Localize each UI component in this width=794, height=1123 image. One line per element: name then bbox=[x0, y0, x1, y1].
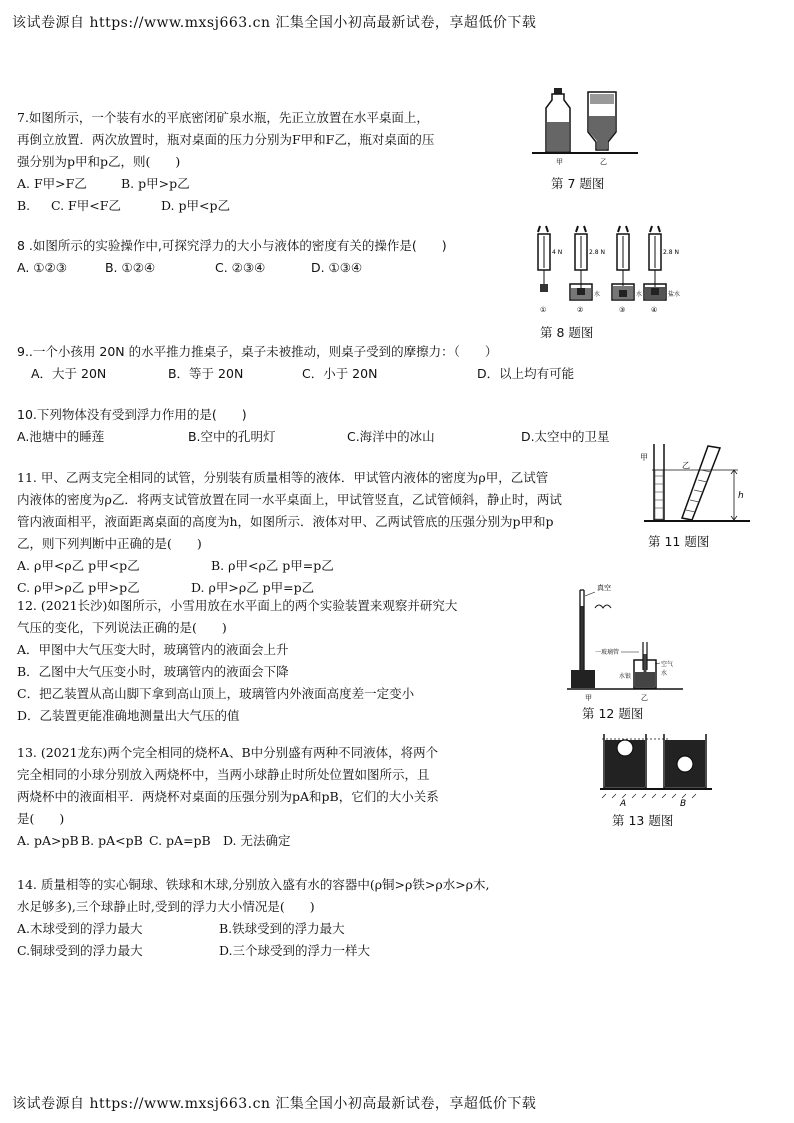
q7-option-b[interactable]: B. p甲>p乙 bbox=[120, 176, 190, 191]
question-13 bbox=[17, 742, 439, 852]
q11-stem-line1: 11. 甲、乙两支完全相同的试管，分别装有质量相等的液体．甲试管内液体的密度为ρ甲，乙试管 bbox=[17, 470, 549, 485]
page-footer: 该试卷源自 https://www.mxsj663.cn 汇集全国小初高最新试卷，享超低价下载 bbox=[12, 1096, 537, 1112]
spring-scale-4 bbox=[644, 226, 680, 300]
q14-stem-line2: 水足够多),三个球静止时,受到的浮力大小情况是( ) bbox=[17, 899, 315, 914]
question-9 bbox=[17, 341, 574, 385]
q12-figure bbox=[565, 582, 685, 702]
q8-liquid-3: 水 bbox=[636, 291, 643, 298]
question-7 bbox=[17, 107, 434, 217]
q11-stem-line3: 管内液面相平，液面距离桌面的高度为h，如图所示．液体对甲、乙两试管底的压强分别为p甲和p bbox=[17, 514, 554, 529]
q11-stem-line4: 乙，则下列判断中正确的是( ) bbox=[17, 536, 202, 551]
q13-option-d[interactable]: D. 无法确定 bbox=[222, 833, 291, 848]
q11-label-jia: 甲 bbox=[640, 453, 648, 462]
q13-option-b[interactable]: B. pA<pB bbox=[80, 833, 143, 848]
q10-stem: 10.下列物体没有受到浮力作用的是( ) bbox=[17, 407, 247, 422]
q7-stem-line2: 再倒立放置．两次放置时，瓶对桌面的压力分别为F甲和F乙，瓶对桌面的压 bbox=[17, 132, 435, 147]
q12-label-vacuum: 真空 bbox=[597, 584, 611, 592]
question-10 bbox=[17, 404, 610, 448]
q11-caption: 第 11 题图 bbox=[648, 534, 710, 549]
q7-option-a[interactable]: A. F甲>F乙 bbox=[17, 176, 87, 191]
q7-fig-label-left: 甲 bbox=[556, 158, 563, 166]
q8-option-d[interactable]: D. ①③④ bbox=[310, 260, 363, 275]
page-header: 该试卷源自 https://www.mxsj663.cn 汇集全国小初高最新试卷，享超低价下载 bbox=[12, 15, 537, 31]
q11-figure bbox=[638, 440, 758, 526]
q12-caption: 第 12 题图 bbox=[582, 706, 644, 721]
q12-option-b[interactable]: B．乙图中大气压变小时，玻璃管内的液面会下降 bbox=[17, 664, 289, 679]
q12-option-d[interactable]: D．乙装置更能准确地测量出大气压的值 bbox=[17, 708, 240, 723]
q14-option-c[interactable]: C.铜球受到的浮力最大 bbox=[17, 943, 143, 958]
q13-stem-line1: 13. (2021龙东)两个完全相同的烧杯A、B中分别盛有两种不同液体，将两个 bbox=[17, 745, 439, 760]
spring-scale-3 bbox=[612, 226, 642, 300]
q8-reading-2: 2.8 N bbox=[589, 249, 605, 256]
q8-num-2: ② bbox=[577, 306, 584, 314]
q9-option-c[interactable]: C．小于 20N bbox=[301, 366, 378, 381]
q10-option-c[interactable]: C.海洋中的冰山 bbox=[346, 429, 435, 444]
question-12 bbox=[17, 595, 457, 727]
ball-b bbox=[677, 756, 693, 772]
q12-label-mercury: 水银 bbox=[619, 673, 632, 680]
q7-option-c[interactable]: C. F甲<F乙 bbox=[50, 198, 121, 213]
q12-label-yi: 乙 bbox=[641, 694, 648, 702]
spring-scale-2 bbox=[570, 226, 605, 300]
bottle-cap bbox=[554, 88, 562, 94]
mercury-dish bbox=[571, 670, 595, 688]
q11-option-c[interactable]: C. ρ甲>ρ乙 p甲>p乙 bbox=[17, 580, 140, 595]
ball-a bbox=[617, 740, 633, 756]
q8-figure bbox=[528, 222, 688, 317]
water-inverted bbox=[589, 116, 615, 149]
q13-label-b: B bbox=[680, 799, 687, 808]
q8-liquid-2: 水 bbox=[594, 291, 601, 298]
q14-option-d[interactable]: D.三个球受到的浮力一样大 bbox=[218, 943, 371, 958]
q7-caption: 第 7 题图 bbox=[551, 176, 605, 191]
question-14 bbox=[17, 874, 490, 962]
q12-label-jia: 甲 bbox=[585, 694, 592, 702]
q8-reading-4: 2.8 N bbox=[663, 249, 679, 256]
q13-option-c[interactable]: C. pA=pB bbox=[148, 833, 211, 848]
q11-option-d[interactable]: D. ρ甲>ρ乙 p甲=p乙 bbox=[190, 580, 315, 595]
q13-option-a[interactable]: A. pA>pB bbox=[17, 833, 79, 848]
q12-label-glass: 一玻璃管 bbox=[595, 649, 620, 656]
water-upright bbox=[547, 122, 569, 151]
q12-label-air: 空气 bbox=[661, 661, 674, 668]
q13-stem-line4: 是( ) bbox=[17, 811, 65, 826]
q11-stem-line2: 内液体的密度为ρ乙．将两支试管放置在同一水平桌面上，甲试管竖直，乙试管倾斜，静止时，两试 bbox=[17, 492, 562, 507]
q9-option-d[interactable]: D．以上均有可能 bbox=[476, 366, 575, 381]
q8-option-a[interactable]: A. ①②③ bbox=[17, 260, 67, 275]
q13-caption: 第 13 题图 bbox=[612, 813, 674, 828]
q14-option-b[interactable]: B.铁球受到的浮力最大 bbox=[218, 921, 345, 936]
test-tube-yi bbox=[682, 446, 720, 520]
q13-label-a: A bbox=[620, 799, 627, 808]
q8-reading-1: 4 N bbox=[552, 249, 563, 256]
q7-stem-line1: 7.如图所示，一个装有水的平底密闭矿泉水瓶，先正立放置在水平桌面上， bbox=[17, 110, 429, 125]
q8-caption: 第 8 题图 bbox=[540, 325, 594, 340]
q13-figure bbox=[600, 730, 712, 808]
q12-stem-line1: 12. (2021长沙)如图所示，小雪用放在水平面上的两个实验装置来观察并研究大 bbox=[17, 598, 458, 613]
q7-stem-line3: 强分别为p甲和p乙，则( ) bbox=[17, 154, 181, 169]
q10-option-a[interactable]: A.池塘中的睡莲 bbox=[17, 429, 105, 444]
q8-num-1: ① bbox=[540, 306, 547, 314]
spring-scale-1 bbox=[538, 226, 562, 292]
q13-stem-line2: 完全相同的小球分别放入两烧杯中，当两小球静止时所处位置如图所示，且 bbox=[17, 767, 430, 782]
q8-num-4: ④ bbox=[651, 306, 658, 314]
q14-stem-line1: 14. 质量相等的实心铜球、铁球和木球,分别放入盛有水的容器中(ρ铜>ρ铁>ρ水>ρ木, bbox=[17, 877, 490, 892]
q11-option-b[interactable]: B. ρ甲<ρ乙 p甲=p乙 bbox=[210, 558, 334, 573]
q12-label-water: 水 bbox=[661, 670, 668, 677]
q7-fig-label-right: 乙 bbox=[600, 158, 607, 166]
q11-option-a[interactable]: A. ρ甲<ρ乙 p甲<p乙 bbox=[17, 558, 140, 573]
q10-option-d[interactable]: D.太空中的卫星 bbox=[520, 429, 610, 444]
q14-option-a[interactable]: A.木球受到的浮力最大 bbox=[17, 921, 143, 936]
q7-option-d[interactable]: D. p甲<p乙 bbox=[160, 198, 230, 213]
q9-stem: 9..一个小孩用 20N 的水平推力推桌子，桌子未被推动，则桌子受到的摩擦力：（ ） bbox=[17, 344, 498, 359]
question-8 bbox=[17, 235, 447, 279]
q12-option-c[interactable]: C．把乙装置从高山脚下拿到高山顶上，玻璃管内外液面高度差一定变小 bbox=[17, 686, 415, 701]
q10-option-b[interactable]: B.空中的孔明灯 bbox=[187, 429, 276, 444]
q8-stem: 8 .如图所示的实验操作中,可探究浮力的大小与液体的密度有关的操作是( ) bbox=[17, 238, 447, 253]
q8-num-3: ③ bbox=[619, 306, 626, 314]
q9-option-a[interactable]: A．大于 20N bbox=[31, 366, 107, 381]
q11-label-yi: 乙 bbox=[682, 461, 690, 470]
q8-option-b[interactable]: B. ①②④ bbox=[104, 260, 156, 275]
question-11 bbox=[17, 467, 562, 599]
q7-figure bbox=[530, 86, 640, 166]
q7-option-blank: B. bbox=[17, 198, 31, 213]
q8-option-c[interactable]: C. ②③④ bbox=[214, 260, 266, 275]
q9-option-b[interactable]: B．等于 20N bbox=[167, 366, 244, 381]
q11-label-h: h bbox=[738, 491, 744, 501]
q12-stem-line2: 气压的变化，下列说法正确的是( ) bbox=[17, 620, 227, 635]
q12-option-a[interactable]: A．甲图中大气压变大时，玻璃管内的液面会上升 bbox=[17, 642, 289, 657]
q8-liquid-4: 盐水 bbox=[668, 291, 681, 298]
q13-stem-line3: 两烧杯中的液面相平．两烧杯对桌面的压强分别为pA和pB，它们的大小关系 bbox=[17, 789, 439, 804]
